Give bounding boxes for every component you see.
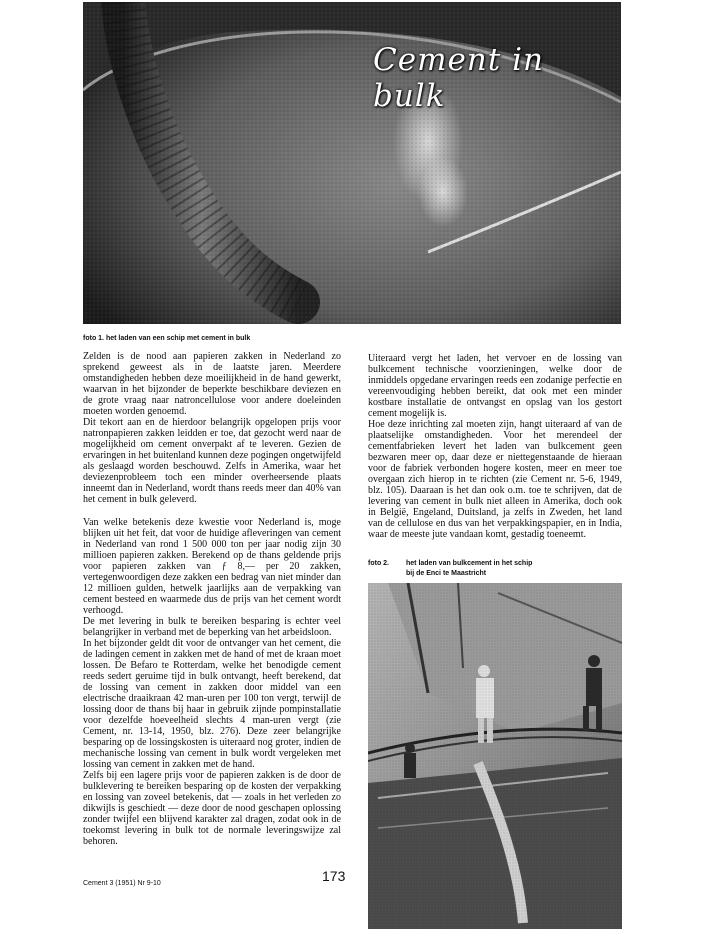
- text-column-left: [83, 351, 341, 847]
- photo2-caption-line2: bij de Enci te Maastricht: [406, 570, 487, 577]
- photo1-caption: foto 1. het laden van een schip met cement in bulk: [83, 335, 251, 342]
- article-title: Cement in bulk: [373, 42, 544, 114]
- paragraph: De met levering in bulk te bereiken besparing is echter veel belangrijker in verband met de beperking van het arbeidsloon.: [83, 616, 341, 638]
- photo2-caption: [368, 559, 532, 579]
- journal-reference: Cement 3 (1951) Nr 9-10: [83, 880, 161, 887]
- paragraph: Van welke betekenis deze kwestie voor Nederland is, moge blijken uit het feit, dat voor de huidige afleveringen van cement in Nederland van rond 1 500 000 ton per jaar nodig zijn 30 millioen papieren zakken. Berekend op de thans geldende prijs voor papieren zakken van ƒ 8,— per 20 zakken, vertegenwoordigen deze zakken een bedrag van niet minder dan 12 millioen gulden, hetwelk jaarlijks aan de verpakking van cement besteed en waarmede dus de prijs van het cement wordt verhoogd.: [83, 517, 341, 616]
- paragraph: Uiteraard vergt het laden, het vervoer en de lossing van bulkcement technische voorzieningen, welke door de inmiddels opgedane ervaringen reeds een zodanige perfectie en vereenvoudiging hebben bereikt, dat ook met een minder kostbare installatie de ontvangst en opslag van los gestort cement mogelijk is.: [368, 353, 622, 419]
- photo-enci-maastricht-image: [368, 583, 622, 929]
- paragraph: Hoe deze inrichting zal moeten zijn, hangt uiteraard af van de plaatselijke omstandigheden. Voor het merendeel der cementfabrieken levert het laden van bulkcement geen bezwaren meer op, daar deze er niettegenstaande de hieraan voor de fabriek verbonden hogere kosten, meer en meer toe overgaan zich hierop in te richten (zie Cement nr. 5-6, 1949, blz. 105). Daaraan is het dan ook o.m. toe te schrijven, dat de levering van cement in bulk niet alleen in Amerika, doch ook in België, Engeland, Duitsland, ja zelfs in Zweden, het land van de cellulose en dus van het verpakkingspapier, en in India, waar de meeste jute vandaan komt, gestadig toeneemt.: [368, 419, 622, 540]
- paragraph: Dit tekort aan en de hierdoor belangrijk opgelopen prijs voor natronpapieren zakken leidden er toe, dat gezocht werd naar de mogelijkheid om cement onverpakt af te leveren. Gezien de ervaringen in het buitenland kunnen deze pogingen ongetwijfeld als geslaagd worden beschouwd. Zelfs in Amerika, waar het deviezenprobleem toch een minder overheersende plaats inneemt dan in Nederland, wordt thans reeds meer dan 40% van het cement in bulk geleverd.: [83, 417, 341, 505]
- photo2-caption-line1: het laden van bulkcement in het schip: [406, 560, 533, 567]
- photo-ship-loading: [83, 2, 621, 324]
- page-number: 173: [322, 868, 346, 884]
- photo2-caption-label: foto 2.: [368, 560, 389, 567]
- paragraph: Zelfs bij een lagere prijs voor de papieren zakken is de door de bulklevering te bereiken besparing op de kosten der verpakking en lossing van zoveel betekenis, dat — zoals in het verleden zo dikwijls is geschiedt — deze door de nood geschapen oplossing zonder twijfel een blijvend karakter zal dragen, zodat ook in de toekomst levering in bulk tot de normale leveringswijze zal behoren.: [83, 770, 341, 847]
- paragraph: In het bijzonder geldt dit voor de ontvanger van het cement, die de ladingen cement in zakken met de hand of met de kraan moet lossen. De Befaro te Rotterdam, welke het benodigde cement reeds sedert geruime tijd in bulk ontvangt, heeft berekend, dat de lossing van cement in zakken door middel van een electrische draaikraan 42 man-uren per 100 ton vergt, terwijl de lossing door de thans bij haar in gebruik zijnde pompinstallatie voor dezelfde hoeveelheid slechts 4 man-uren vergt (zie Cement, nr. 13-14, 1950, blz. 276). Deze zeer belangrijke besparing op de lossingskosten is uiteraard nog groter, indien de mechanische lossing van cement in bulk wordt vergeleken met lossing van cement in zakken met de hand.: [83, 638, 341, 770]
- text-column-right: [368, 353, 622, 540]
- paragraph: Zelden is de nood aan papieren zakken in Nederland zo sprekend geweest als in de laatste jaren. Meerdere omstandigheden hebben deze moeilijkheid in de hand gewerkt, waarvan in het bijzonder de beperkte beschikbare deviezen en de grote vraag naar natroncellulose voor andere doeleinden moeten worden genoemd.: [83, 351, 341, 417]
- photo-enci-maastricht: [368, 583, 622, 929]
